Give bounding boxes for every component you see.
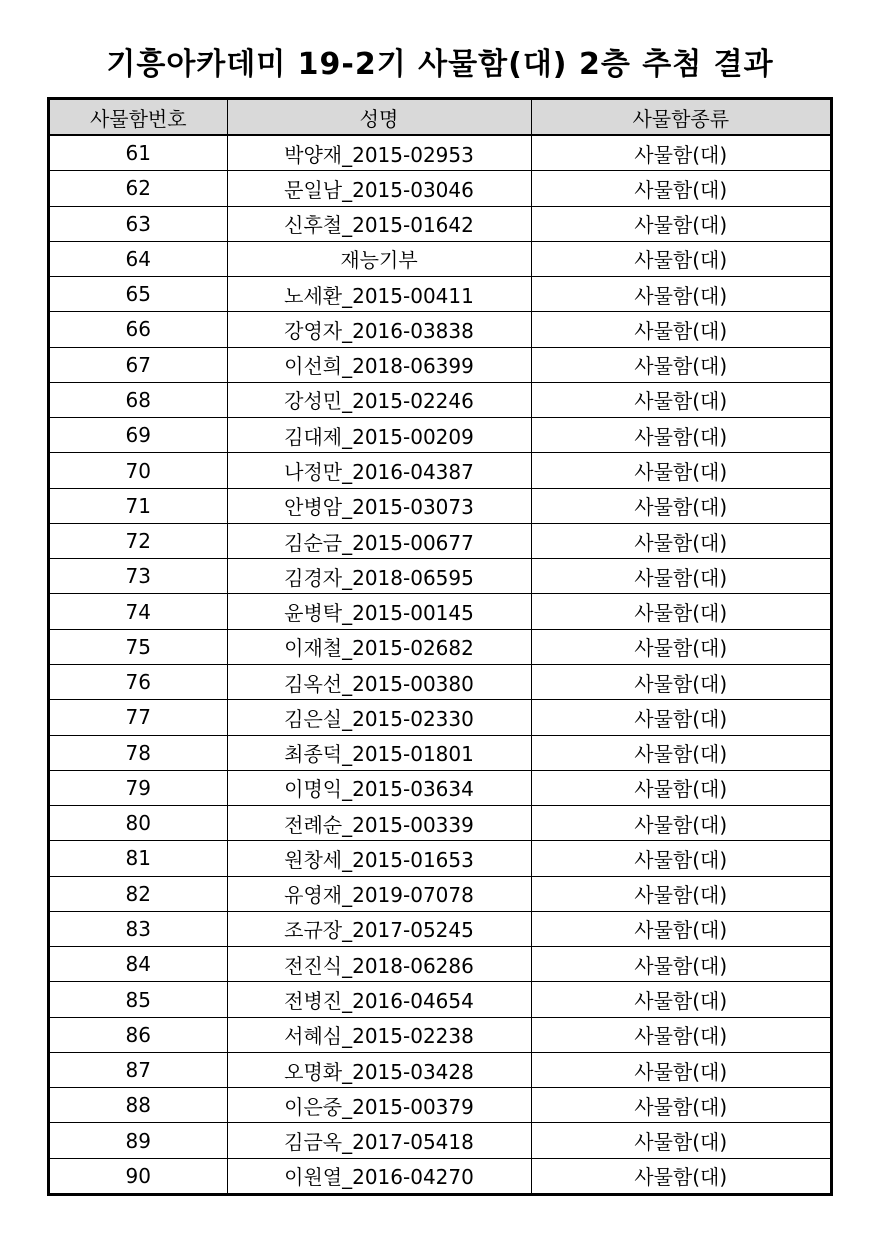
- cell-locker-number: 68: [50, 382, 227, 417]
- cell-locker-number: 66: [50, 312, 227, 347]
- table-row: [50, 241, 830, 276]
- cell-name: 신후철_2015-01642: [227, 206, 531, 241]
- cell-name: 김은실_2015-02330: [227, 700, 531, 735]
- table-row: [50, 841, 830, 876]
- table-header: [50, 100, 830, 135]
- cell-name: 이은중_2015-00379: [227, 1088, 531, 1123]
- cell-locker-type: 사물함(대): [531, 629, 830, 664]
- cell-locker-number: 85: [50, 982, 227, 1017]
- table-row: [50, 947, 830, 982]
- cell-name: 재능기부: [227, 241, 531, 276]
- table-row: [50, 347, 830, 382]
- locker-assignment-table: [50, 100, 830, 1193]
- cell-name: 최종덕_2015-01801: [227, 735, 531, 770]
- cell-locker-number: 84: [50, 947, 227, 982]
- cell-name: 박양재_2015-02953: [227, 135, 531, 171]
- cell-locker-number: 69: [50, 418, 227, 453]
- cell-locker-type: 사물함(대): [531, 982, 830, 1017]
- cell-locker-type: 사물함(대): [531, 418, 830, 453]
- cell-locker-number: 90: [50, 1158, 227, 1193]
- cell-name: 전례순_2015-00339: [227, 806, 531, 841]
- table-row: [50, 171, 830, 206]
- table-row: [50, 1123, 830, 1158]
- cell-name: 전병진_2016-04654: [227, 982, 531, 1017]
- cell-locker-type: 사물함(대): [531, 135, 830, 171]
- cell-locker-type: 사물함(대): [531, 911, 830, 946]
- table-row: [50, 1017, 830, 1052]
- cell-locker-type: 사물함(대): [531, 1052, 830, 1087]
- header-locker-type: 사물함종류: [531, 100, 830, 135]
- table-row: [50, 559, 830, 594]
- cell-locker-type: 사물함(대): [531, 806, 830, 841]
- cell-locker-number: 86: [50, 1017, 227, 1052]
- header-locker-number: 사물함번호: [50, 100, 227, 135]
- header-name: 성명: [227, 100, 531, 135]
- cell-name: 유영재_2019-07078: [227, 876, 531, 911]
- cell-name: 오명화_2015-03428: [227, 1052, 531, 1087]
- cell-name: 강영자_2016-03838: [227, 312, 531, 347]
- table-row: [50, 453, 830, 488]
- cell-locker-number: 83: [50, 911, 227, 946]
- cell-locker-number: 63: [50, 206, 227, 241]
- cell-locker-type: 사물함(대): [531, 523, 830, 558]
- table-row: [50, 664, 830, 699]
- cell-locker-number: 80: [50, 806, 227, 841]
- table-body: [50, 135, 830, 1193]
- cell-locker-type: 사물함(대): [531, 947, 830, 982]
- table-row: [50, 770, 830, 805]
- cell-locker-number: 71: [50, 488, 227, 523]
- cell-locker-type: 사물함(대): [531, 559, 830, 594]
- cell-locker-number: 70: [50, 453, 227, 488]
- cell-name: 이명익_2015-03634: [227, 770, 531, 805]
- cell-name: 이원열_2016-04270: [227, 1158, 531, 1193]
- cell-locker-number: 62: [50, 171, 227, 206]
- cell-locker-type: 사물함(대): [531, 241, 830, 276]
- cell-name: 김대제_2015-00209: [227, 418, 531, 453]
- cell-name: 안병암_2015-03073: [227, 488, 531, 523]
- table-row: [50, 911, 830, 946]
- cell-locker-number: 77: [50, 700, 227, 735]
- table-row: [50, 1052, 830, 1087]
- cell-locker-number: 72: [50, 523, 227, 558]
- cell-locker-type: 사물함(대): [531, 594, 830, 629]
- table-row: [50, 700, 830, 735]
- page-title: 기흥아카데미 19-2기 사물함(대) 2층 추첨 결과: [106, 47, 774, 82]
- cell-name: 강성민_2015-02246: [227, 382, 531, 417]
- cell-locker-number: 79: [50, 770, 227, 805]
- table-row: [50, 735, 830, 770]
- cell-locker-number: 67: [50, 347, 227, 382]
- cell-locker-type: 사물함(대): [531, 171, 830, 206]
- table-row: [50, 277, 830, 312]
- cell-locker-type: 사물함(대): [531, 277, 830, 312]
- table-row: [50, 206, 830, 241]
- cell-locker-number: 88: [50, 1088, 227, 1123]
- cell-locker-number: 64: [50, 241, 227, 276]
- cell-locker-type: 사물함(대): [531, 312, 830, 347]
- table-row: [50, 382, 830, 417]
- cell-locker-type: 사물함(대): [531, 347, 830, 382]
- cell-name: 노세환_2015-00411: [227, 277, 531, 312]
- cell-locker-type: 사물함(대): [531, 664, 830, 699]
- cell-name: 전진식_2018-06286: [227, 947, 531, 982]
- locker-table-container: [47, 97, 833, 1196]
- cell-locker-number: 81: [50, 841, 227, 876]
- table-row: [50, 135, 830, 171]
- cell-locker-number: 65: [50, 277, 227, 312]
- cell-locker-number: 75: [50, 629, 227, 664]
- cell-locker-type: 사물함(대): [531, 453, 830, 488]
- cell-locker-type: 사물함(대): [531, 735, 830, 770]
- cell-locker-number: 78: [50, 735, 227, 770]
- cell-locker-type: 사물함(대): [531, 1088, 830, 1123]
- cell-locker-type: 사물함(대): [531, 488, 830, 523]
- cell-name: 김순금_2015-00677: [227, 523, 531, 558]
- cell-locker-number: 82: [50, 876, 227, 911]
- table-row: [50, 312, 830, 347]
- table-row: [50, 488, 830, 523]
- cell-name: 김금옥_2017-05418: [227, 1123, 531, 1158]
- table-row: [50, 1088, 830, 1123]
- cell-locker-type: 사물함(대): [531, 841, 830, 876]
- cell-locker-number: 61: [50, 135, 227, 171]
- cell-name: 김경자_2018-06595: [227, 559, 531, 594]
- cell-name: 윤병탁_2015-00145: [227, 594, 531, 629]
- cell-locker-number: 76: [50, 664, 227, 699]
- cell-locker-type: 사물함(대): [531, 1017, 830, 1052]
- table-row: [50, 876, 830, 911]
- cell-name: 김옥선_2015-00380: [227, 664, 531, 699]
- cell-locker-type: 사물함(대): [531, 382, 830, 417]
- cell-locker-number: 73: [50, 559, 227, 594]
- cell-locker-type: 사물함(대): [531, 206, 830, 241]
- cell-name: 나정만_2016-04387: [227, 453, 531, 488]
- cell-locker-number: 87: [50, 1052, 227, 1087]
- table-row: [50, 806, 830, 841]
- cell-locker-number: 89: [50, 1123, 227, 1158]
- cell-locker-type: 사물함(대): [531, 1158, 830, 1193]
- cell-name: 원창세_2015-01653: [227, 841, 531, 876]
- cell-locker-type: 사물함(대): [531, 700, 830, 735]
- cell-name: 서혜심_2015-02238: [227, 1017, 531, 1052]
- table-row: [50, 982, 830, 1017]
- table-row: [50, 418, 830, 453]
- table-row: [50, 1158, 830, 1193]
- cell-locker-number: 74: [50, 594, 227, 629]
- table-row: [50, 523, 830, 558]
- table-header-row: [50, 100, 830, 135]
- cell-name: 문일남_2015-03046: [227, 171, 531, 206]
- cell-locker-type: 사물함(대): [531, 876, 830, 911]
- table-row: [50, 594, 830, 629]
- cell-name: 조규장_2017-05245: [227, 911, 531, 946]
- cell-locker-type: 사물함(대): [531, 1123, 830, 1158]
- cell-locker-type: 사물함(대): [531, 770, 830, 805]
- table-row: [50, 629, 830, 664]
- cell-name: 이선희_2018-06399: [227, 347, 531, 382]
- cell-name: 이재철_2015-02682: [227, 629, 531, 664]
